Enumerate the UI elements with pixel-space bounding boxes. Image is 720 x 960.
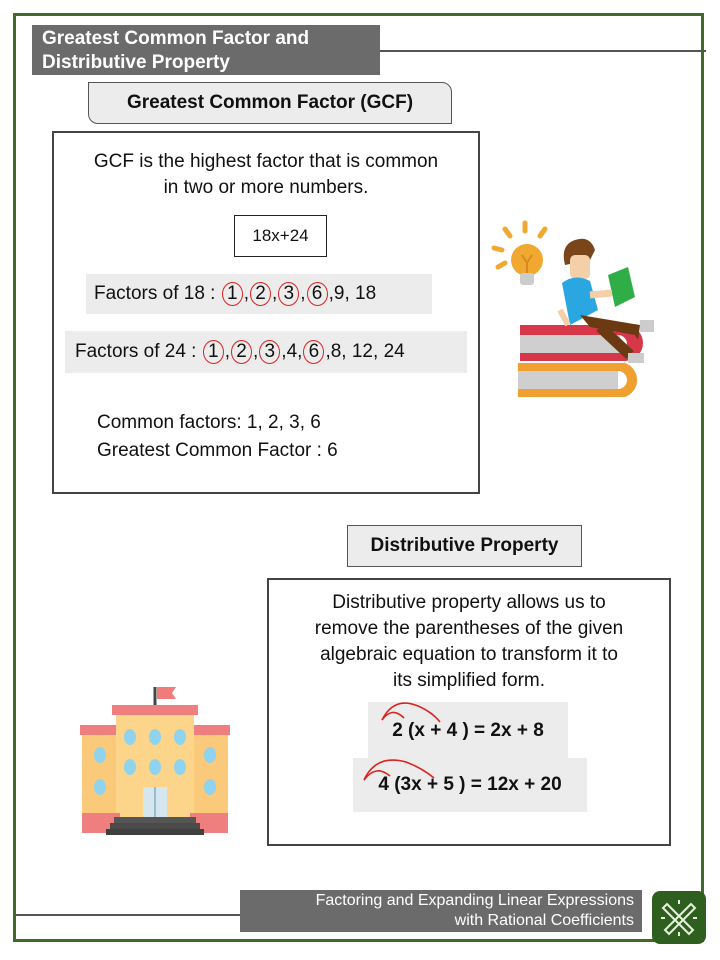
page-title — [32, 25, 380, 75]
factor: 12 — [351, 341, 373, 362]
footer-line-2: with Rational Coefficients — [454, 912, 634, 929]
description-line-3: algebraic equation to transform it to — [320, 644, 618, 665]
factor: 18 — [355, 283, 377, 304]
example-equation-1: 2 (x + 4 ) = 2x + 8 — [368, 702, 568, 760]
factors-of-24-row — [65, 331, 467, 373]
circled-factor: 6 — [307, 282, 328, 306]
factors-24-list: 1 , 2 , 3 ,4, 6 ,8, 12, 24 — [202, 340, 405, 364]
gcf-section-label: Greatest Common Factor (GCF) — [88, 82, 452, 124]
circled-factor: 2 — [231, 340, 252, 364]
circled-factor: 1 — [203, 340, 224, 364]
circled-factor: 1 — [222, 282, 243, 306]
gcf-result-text: Greatest Common Factor : 6 — [97, 440, 338, 461]
footer-title — [240, 890, 642, 932]
header-divider — [380, 50, 706, 52]
gcf-box — [52, 131, 480, 494]
gcf-summary — [97, 409, 338, 465]
factor: 8 — [330, 341, 342, 362]
circled-factor: 2 — [250, 282, 271, 306]
common-factors-text: Common factors: 1, 2, 3, 6 — [97, 412, 321, 433]
example-equation-2: 4 (3x + 5 ) = 12x + 20 — [353, 758, 587, 812]
distributive-section-label: Distributive Property — [347, 525, 582, 567]
factor: 9 — [333, 283, 345, 304]
title-line-1: Greatest Common Factor and — [42, 28, 310, 49]
distributive-description — [269, 590, 669, 694]
description-line-4: its simplified form. — [392, 670, 546, 691]
description-line-2: remove the parentheses of the given — [314, 618, 624, 639]
definition-line-2: in two or more numbers. — [163, 177, 369, 198]
factors-18-prefix: Factors of 18 : — [94, 283, 216, 304]
circled-factor: 3 — [278, 282, 299, 306]
factors-24-prefix: Factors of 24 : — [75, 341, 197, 362]
factor: 24 — [383, 341, 405, 362]
factor: 4 — [286, 341, 298, 362]
factors-18-list: 1 , 2 , 3 , 6 ,9, 18 — [221, 282, 376, 306]
gcf-definition — [54, 149, 478, 201]
footer-line-1: Factoring and Expanding Linear Expressions — [315, 892, 634, 909]
title-line-2: Distributive Property — [42, 52, 230, 73]
circled-factor: 3 — [259, 340, 280, 364]
student-reading-icon — [490, 215, 670, 400]
circled-factor: 6 — [303, 340, 324, 364]
school-building-icon — [80, 685, 230, 837]
description-line-1: Distributive property allows us to — [332, 592, 606, 613]
footer-divider — [16, 914, 240, 916]
crossed-pencils-logo-icon — [652, 891, 706, 944]
expression-box: 18x+24 — [234, 215, 327, 257]
factors-of-18-row — [86, 274, 432, 314]
distributive-box — [267, 578, 671, 846]
definition-line-1: GCF is the highest factor that is common — [93, 151, 439, 172]
